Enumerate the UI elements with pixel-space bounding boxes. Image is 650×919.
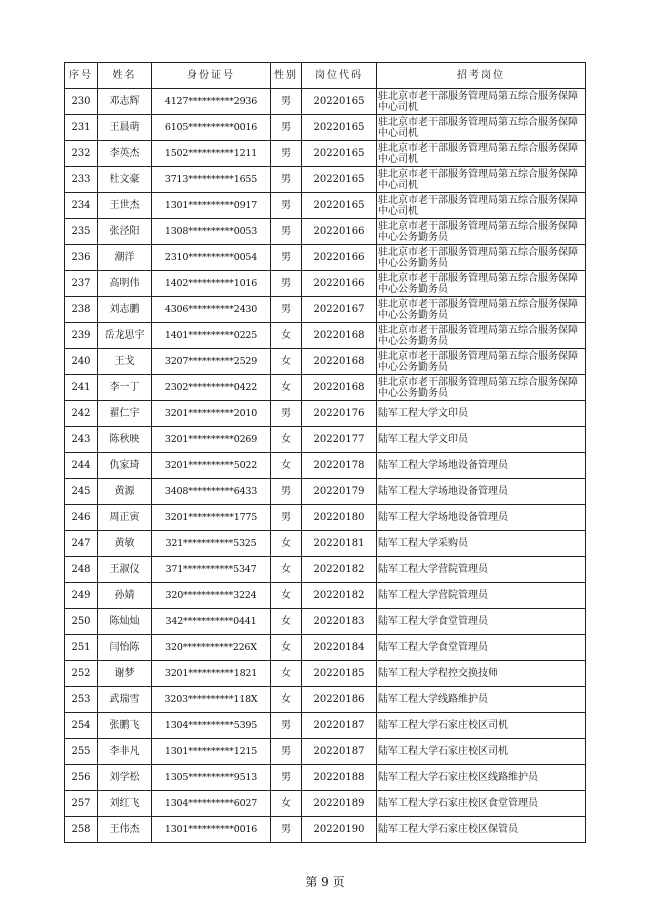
table-row — [65, 713, 586, 739]
table-row — [65, 323, 586, 349]
cell-id-number: 371***********5347 — [152, 557, 271, 583]
cell-position: 驻北京市老干部服务管理局第五综合服务保障中心公务勤务员 — [377, 375, 586, 401]
cell-index: 234 — [65, 193, 98, 219]
cell-id-number: 1502**********1211 — [152, 141, 271, 167]
cell-name: 陈秋映 — [98, 427, 152, 453]
cell-position-code: 20220166 — [302, 245, 377, 271]
cell-index: 253 — [65, 687, 98, 713]
cell-index: 233 — [65, 167, 98, 193]
cell-index: 256 — [65, 765, 98, 791]
cell-position: 陆军工程大学石家庄校区线路维护员 — [377, 765, 586, 791]
cell-position-code: 20220185 — [302, 661, 377, 687]
cell-id-number: 3201**********0269 — [152, 427, 271, 453]
header-gender: 性别 — [271, 63, 302, 89]
cell-id-number: 4127**********2936 — [152, 89, 271, 115]
cell-position: 陆军工程大学石家庄校区司机 — [377, 739, 586, 765]
cell-gender: 女 — [271, 635, 302, 661]
cell-position-code: 20220167 — [302, 297, 377, 323]
cell-position: 驻北京市老干部服务管理局第五综合服务保障中心公务勤务员 — [377, 245, 586, 271]
cell-position: 陆军工程大学石家庄校区保管员 — [377, 817, 586, 843]
cell-name: 陈灿灿 — [98, 609, 152, 635]
cell-name: 王晨萌 — [98, 115, 152, 141]
cell-gender: 女 — [271, 661, 302, 687]
cell-index: 248 — [65, 557, 98, 583]
cell-id-number: 3201**********1775 — [152, 505, 271, 531]
cell-gender: 男 — [271, 479, 302, 505]
cell-position: 陆军工程大学场地设备管理员 — [377, 505, 586, 531]
cell-gender: 女 — [271, 583, 302, 609]
cell-index: 238 — [65, 297, 98, 323]
cell-index: 255 — [65, 739, 98, 765]
cell-name: 李英杰 — [98, 141, 152, 167]
cell-gender: 女 — [271, 453, 302, 479]
cell-position-code: 20220168 — [302, 375, 377, 401]
header-id-number: 身份证号 — [152, 63, 271, 89]
cell-position-code: 20220187 — [302, 739, 377, 765]
cell-index: 257 — [65, 791, 98, 817]
table-row — [65, 479, 586, 505]
cell-position-code: 20220165 — [302, 115, 377, 141]
cell-id-number: 3201**********2010 — [152, 401, 271, 427]
cell-name: 王世杰 — [98, 193, 152, 219]
cell-position-code: 20220166 — [302, 219, 377, 245]
table-row — [65, 687, 586, 713]
cell-id-number: 3713**********1655 — [152, 167, 271, 193]
cell-name: 仇家琦 — [98, 453, 152, 479]
cell-name: 李一丁 — [98, 375, 152, 401]
table-row — [65, 349, 586, 375]
cell-gender: 男 — [271, 713, 302, 739]
cell-id-number: 1308**********0053 — [152, 219, 271, 245]
cell-name: 王淑仪 — [98, 557, 152, 583]
cell-id-number: 1304**********6027 — [152, 791, 271, 817]
cell-gender: 女 — [271, 609, 302, 635]
cell-gender: 女 — [271, 349, 302, 375]
cell-position: 陆军工程大学场地设备管理员 — [377, 453, 586, 479]
cell-gender: 女 — [271, 531, 302, 557]
table-row — [65, 401, 586, 427]
cell-index: 258 — [65, 817, 98, 843]
cell-index: 235 — [65, 219, 98, 245]
cell-index: 246 — [65, 505, 98, 531]
cell-index: 241 — [65, 375, 98, 401]
cell-gender: 男 — [271, 219, 302, 245]
cell-position: 驻北京市老干部服务管理局第五综合服务保障中心公务勤务员 — [377, 297, 586, 323]
cell-id-number: 3201**********5022 — [152, 453, 271, 479]
cell-gender: 女 — [271, 323, 302, 349]
table-header-row — [65, 63, 586, 89]
cell-position: 陆军工程大学文印员 — [377, 427, 586, 453]
cell-position: 驻北京市老干部服务管理局第五综合服务保障中心公务勤务员 — [377, 219, 586, 245]
cell-name: 张泾阳 — [98, 219, 152, 245]
cell-position-code: 20220165 — [302, 193, 377, 219]
cell-position-code: 20220189 — [302, 791, 377, 817]
cell-position-code: 20220178 — [302, 453, 377, 479]
cell-index: 254 — [65, 713, 98, 739]
table-row — [65, 219, 586, 245]
header-position: 招考岗位 — [377, 63, 586, 89]
table-row — [65, 661, 586, 687]
cell-name: 王伟杰 — [98, 817, 152, 843]
cell-id-number: 2302**********0422 — [152, 375, 271, 401]
cell-position: 陆军工程大学营院管理员 — [377, 583, 586, 609]
cell-position-code: 20220181 — [302, 531, 377, 557]
cell-position: 陆军工程大学石家庄校区司机 — [377, 713, 586, 739]
cell-gender: 男 — [271, 401, 302, 427]
cell-name: 王戈 — [98, 349, 152, 375]
cell-id-number: 3408**********6433 — [152, 479, 271, 505]
cell-gender: 男 — [271, 297, 302, 323]
cell-index: 231 — [65, 115, 98, 141]
cell-position-code: 20220190 — [302, 817, 377, 843]
table-row — [65, 817, 586, 843]
cell-name: 刘志鹏 — [98, 297, 152, 323]
cell-id-number: 1301**********0016 — [152, 817, 271, 843]
cell-name: 翟仁宇 — [98, 401, 152, 427]
table-row — [65, 453, 586, 479]
cell-gender: 男 — [271, 141, 302, 167]
cell-gender: 男 — [271, 817, 302, 843]
cell-gender: 男 — [271, 115, 302, 141]
table-row — [65, 635, 586, 661]
cell-gender: 女 — [271, 791, 302, 817]
table-row — [65, 297, 586, 323]
cell-id-number: 3207**********2529 — [152, 349, 271, 375]
cell-id-number: 1301**********1215 — [152, 739, 271, 765]
cell-name: 闫怡陈 — [98, 635, 152, 661]
cell-position: 驻北京市老干部服务管理局第五综合服务保障中心司机 — [377, 193, 586, 219]
cell-position: 陆军工程大学营院管理员 — [377, 557, 586, 583]
cell-index: 251 — [65, 635, 98, 661]
cell-gender: 男 — [271, 505, 302, 531]
cell-position-code: 20220187 — [302, 713, 377, 739]
cell-name: 孙婧 — [98, 583, 152, 609]
cell-id-number: 6105**********0016 — [152, 115, 271, 141]
cell-name: 黄源 — [98, 479, 152, 505]
cell-position-code: 20220165 — [302, 89, 377, 115]
cell-position-code: 20220188 — [302, 765, 377, 791]
cell-id-number: 1304**********5395 — [152, 713, 271, 739]
cell-name: 谢梦 — [98, 661, 152, 687]
cell-position: 陆军工程大学场地设备管理员 — [377, 479, 586, 505]
cell-name: 邓志辉 — [98, 89, 152, 115]
cell-position-code: 20220176 — [302, 401, 377, 427]
cell-index: 243 — [65, 427, 98, 453]
table-row — [65, 531, 586, 557]
candidate-table — [64, 62, 586, 843]
cell-id-number: 2310**********0054 — [152, 245, 271, 271]
cell-position-code: 20220177 — [302, 427, 377, 453]
table-row — [65, 583, 586, 609]
cell-position-code: 20220186 — [302, 687, 377, 713]
cell-gender: 男 — [271, 167, 302, 193]
cell-position-code: 20220168 — [302, 349, 377, 375]
cell-gender: 女 — [271, 557, 302, 583]
cell-index: 237 — [65, 271, 98, 297]
table-row — [65, 375, 586, 401]
cell-gender: 女 — [271, 687, 302, 713]
cell-name: 高明伟 — [98, 271, 152, 297]
cell-position-code: 20220184 — [302, 635, 377, 661]
cell-position: 陆军工程大学线路维护员 — [377, 687, 586, 713]
cell-position: 驻北京市老干部服务管理局第五综合服务保障中心司机 — [377, 89, 586, 115]
table-row — [65, 115, 586, 141]
cell-index: 240 — [65, 349, 98, 375]
cell-index: 230 — [65, 89, 98, 115]
cell-position: 驻北京市老干部服务管理局第五综合服务保障中心司机 — [377, 167, 586, 193]
table-row — [65, 89, 586, 115]
cell-id-number: 342***********0441 — [152, 609, 271, 635]
cell-name: 杜文豪 — [98, 167, 152, 193]
cell-id-number: 321***********5325 — [152, 531, 271, 557]
table-row — [65, 557, 586, 583]
cell-index: 245 — [65, 479, 98, 505]
cell-index: 232 — [65, 141, 98, 167]
cell-gender: 男 — [271, 765, 302, 791]
table-row — [65, 505, 586, 531]
table-body — [65, 89, 586, 843]
cell-gender: 男 — [271, 245, 302, 271]
cell-position: 陆军工程大学程控交换技师 — [377, 661, 586, 687]
cell-position: 陆军工程大学采购员 — [377, 531, 586, 557]
cell-index: 244 — [65, 453, 98, 479]
cell-position: 陆军工程大学文印员 — [377, 401, 586, 427]
header-position-code: 岗位代码 — [302, 63, 377, 89]
cell-name: 周正寅 — [98, 505, 152, 531]
cell-gender: 女 — [271, 375, 302, 401]
cell-position-code: 20220165 — [302, 167, 377, 193]
cell-position-code: 20220182 — [302, 583, 377, 609]
cell-gender: 男 — [271, 739, 302, 765]
header-name: 姓名 — [98, 63, 152, 89]
cell-position-code: 20220182 — [302, 557, 377, 583]
cell-position: 陆军工程大学石家庄校区食堂管理员 — [377, 791, 586, 817]
cell-position-code: 20220166 — [302, 271, 377, 297]
cell-gender: 男 — [271, 193, 302, 219]
cell-position: 驻北京市老干部服务管理局第五综合服务保障中心公务勤务员 — [377, 323, 586, 349]
cell-name: 李非凡 — [98, 739, 152, 765]
cell-name: 黄敏 — [98, 531, 152, 557]
cell-name: 岳龙思宇 — [98, 323, 152, 349]
cell-position: 陆军工程大学食堂管理员 — [377, 635, 586, 661]
cell-name: 张鹏飞 — [98, 713, 152, 739]
table-row — [65, 245, 586, 271]
cell-name: 刘红飞 — [98, 791, 152, 817]
table-row — [65, 193, 586, 219]
cell-position: 驻北京市老干部服务管理局第五综合服务保障中心司机 — [377, 141, 586, 167]
cell-gender: 女 — [271, 427, 302, 453]
cell-position: 驻北京市老干部服务管理局第五综合服务保障中心公务勤务员 — [377, 271, 586, 297]
cell-id-number: 320***********3224 — [152, 583, 271, 609]
cell-index: 249 — [65, 583, 98, 609]
cell-id-number: 4306**********2430 — [152, 297, 271, 323]
cell-index: 252 — [65, 661, 98, 687]
cell-name: 刘学松 — [98, 765, 152, 791]
table-row — [65, 791, 586, 817]
table-row — [65, 739, 586, 765]
cell-position-code: 20220179 — [302, 479, 377, 505]
cell-position-code: 20220180 — [302, 505, 377, 531]
cell-position: 陆军工程大学食堂管理员 — [377, 609, 586, 635]
cell-index: 247 — [65, 531, 98, 557]
cell-position-code: 20220183 — [302, 609, 377, 635]
cell-id-number: 1402**********1016 — [152, 271, 271, 297]
cell-gender: 男 — [271, 271, 302, 297]
cell-id-number: 3201**********1821 — [152, 661, 271, 687]
cell-name: 武瑞雪 — [98, 687, 152, 713]
cell-gender: 男 — [271, 89, 302, 115]
cell-index: 236 — [65, 245, 98, 271]
cell-position: 驻北京市老干部服务管理局第五综合服务保障中心公务勤务员 — [377, 349, 586, 375]
cell-index: 250 — [65, 609, 98, 635]
table-row — [65, 609, 586, 635]
cell-position: 驻北京市老干部服务管理局第五综合服务保障中心司机 — [377, 115, 586, 141]
cell-id-number: 1305**********9513 — [152, 765, 271, 791]
cell-id-number: 1401**********0225 — [152, 323, 271, 349]
header-index: 序号 — [65, 63, 98, 89]
table-row — [65, 271, 586, 297]
table-row — [65, 141, 586, 167]
cell-id-number: 320***********226X — [152, 635, 271, 661]
table-row — [65, 765, 586, 791]
cell-index: 239 — [65, 323, 98, 349]
cell-name: 潮洋 — [98, 245, 152, 271]
cell-id-number: 3203**********118X — [152, 687, 271, 713]
cell-position-code: 20220168 — [302, 323, 377, 349]
cell-index: 242 — [65, 401, 98, 427]
table-row — [65, 427, 586, 453]
page-number: 第 9 页 — [305, 875, 345, 889]
cell-id-number: 1301**********0917 — [152, 193, 271, 219]
table-row — [65, 167, 586, 193]
cell-position-code: 20220165 — [302, 141, 377, 167]
